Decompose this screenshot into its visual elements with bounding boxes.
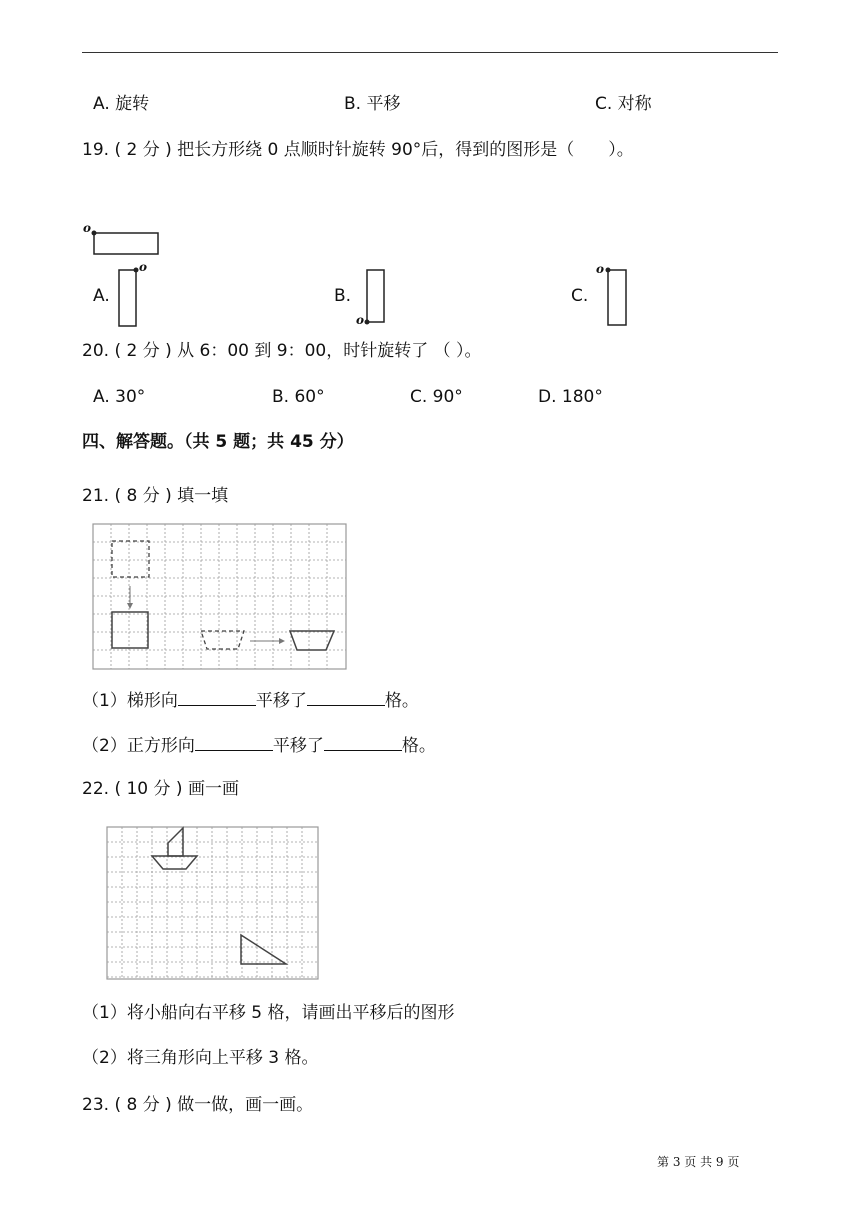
section-heading: 四、解答题。（共 5 题；共 45 分） xyxy=(82,432,354,452)
q19-option-a[interactable]: A. xyxy=(93,286,110,306)
q21-sub1-text-after: 格。 xyxy=(384,691,419,711)
q22-triangle xyxy=(241,935,286,964)
q18-option-a[interactable]: A. 旋转 xyxy=(93,94,150,114)
q18-option-c[interactable]: C. 对称 xyxy=(595,94,652,114)
q19-option-b[interactable]: B. xyxy=(334,286,352,306)
q22-stem: 22. ( 10 分 ) 画一画 xyxy=(82,779,239,799)
page-footer: 第 3 页 共 9 页 xyxy=(657,1155,740,1169)
q23-stem: 23. ( 8 分 ) 做一做，画一画。 xyxy=(82,1095,314,1115)
q19-stem: 19. ( 2 分 ) 把长方形绕 0 点顺时针旋转 90°后，得到的图形是（ ）。 xyxy=(82,140,634,160)
q20-option-a[interactable]: A. 30° xyxy=(93,387,146,407)
q19-point-label-original: o xyxy=(83,221,92,235)
q22-sub1: （1）将小船向右平移 5 格，请画出平移后的图形 xyxy=(82,1003,455,1023)
q19-option-c[interactable]: C. xyxy=(571,286,589,306)
q19-point-label-b: o xyxy=(356,313,365,327)
q20-option-b[interactable]: B. 60° xyxy=(272,387,325,407)
q18-option-b[interactable]: B. 平移 xyxy=(344,94,401,114)
q22-sub2: （2）将三角形向上平移 3 格。 xyxy=(82,1048,319,1068)
q22-boat xyxy=(152,828,197,869)
q20-option-d[interactable]: D. 180° xyxy=(538,387,603,407)
q19-point-label-a: o xyxy=(139,260,148,274)
q21-stem: 21. ( 8 分 ) 填一填 xyxy=(82,486,229,506)
q21-sub2-text-middle: 平移了 xyxy=(272,736,324,756)
q21-sub1-text-before: （1）梯形向 xyxy=(82,691,178,711)
q21-sub1-text-middle: 平移了 xyxy=(255,691,307,711)
q19-point-label-c: o xyxy=(596,262,605,276)
q20-option-c[interactable]: C. 90° xyxy=(410,387,463,407)
q21-sub2-text-before: （2）正方形向 xyxy=(82,736,195,756)
q21-sub2-text-after: 格。 xyxy=(401,736,436,756)
q20-stem: 20. ( 2 分 ) 从 6：00 到 9：00，时针旋转了 （ ）。 xyxy=(82,341,482,361)
